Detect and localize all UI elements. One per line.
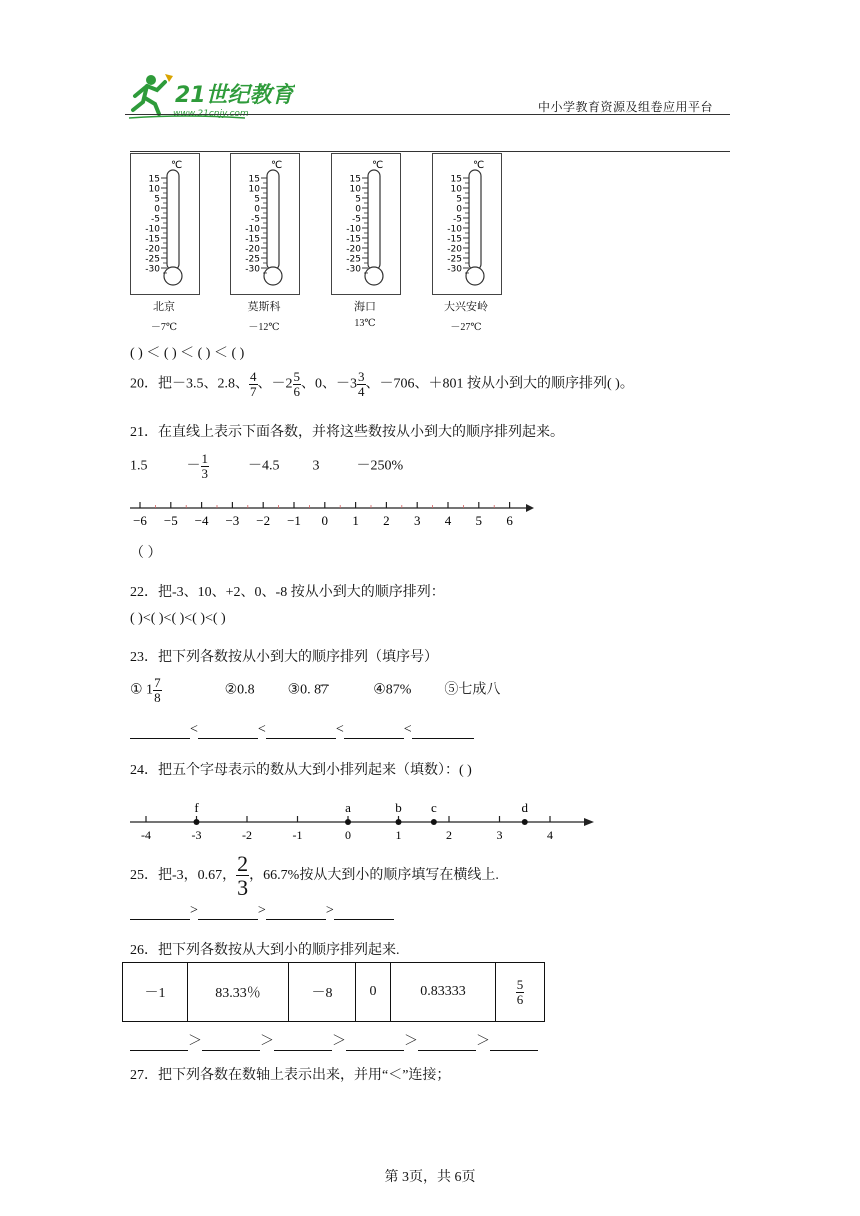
svg-text:15: 15 <box>450 174 462 185</box>
q21-num-3: －4.5 <box>248 458 280 474</box>
city-temperature: －7℃ <box>150 322 178 333</box>
tick-label: −2 <box>256 513 271 528</box>
tick-label: -3 <box>191 828 202 842</box>
tick-label: −6 <box>133 513 147 528</box>
city-name: 莫斯科 <box>247 300 281 313</box>
thermometer <box>331 153 401 295</box>
svg-text:5: 5 <box>456 194 462 205</box>
point-label: b <box>395 800 402 815</box>
q23-item-1: ① 1 <box>130 682 154 698</box>
table-cell: $\frac{5}{6}$ <box>496 963 545 1022</box>
content-divider <box>130 151 730 152</box>
svg-text:-25: -25 <box>145 254 160 265</box>
svg-text:-5: -5 <box>453 214 462 225</box>
svg-text:0: 0 <box>456 204 462 215</box>
question-21: 21．在直线上表示下面各数，并将这些数按从小到大的顺序排列起来。 <box>130 425 564 440</box>
question-26: 26．把下列各数按从大到小的顺序排列起来. <box>130 943 400 958</box>
q26-number-table <box>122 962 545 1022</box>
thermometer <box>230 153 300 295</box>
tick-label: 5 <box>475 513 483 528</box>
question-24: 24．把五个字母表示的数从大到小排列起来（填数）：( ) <box>130 763 472 778</box>
city-temperature: －12℃ <box>248 322 280 333</box>
q21-num-1: 1.5 <box>130 458 148 474</box>
q23-item-3: ③0. 8̇7̇ <box>287 682 329 698</box>
point-label: d <box>521 800 528 815</box>
svg-text:5: 5 <box>254 194 260 205</box>
svg-text:-5: -5 <box>251 214 260 225</box>
svg-text:-20: -20 <box>145 244 160 255</box>
blank[interactable] <box>130 903 190 920</box>
thermometer <box>130 153 200 295</box>
blank[interactable] <box>130 1034 188 1051</box>
svg-text:-25: -25 <box>245 254 260 265</box>
q20-text-b: 、－2 <box>257 376 293 392</box>
svg-text:10: 10 <box>148 184 160 195</box>
q25-text-b: ，66.7%按从大到小的顺序填写在横线上. <box>249 867 499 883</box>
city-name: 海口 <box>354 300 376 313</box>
blank[interactable] <box>266 722 336 739</box>
svg-text:℃: ℃ <box>271 160 283 171</box>
header-divider <box>125 114 730 115</box>
city-name: 大兴安岭 <box>444 300 488 313</box>
svg-text:-15: -15 <box>245 234 260 245</box>
point-marker <box>522 819 528 825</box>
q20-fraction-3: $\frac{3}{4}$ <box>358 369 365 399</box>
q20-text-c: 、0、－3 <box>301 376 357 392</box>
blank[interactable] <box>274 1034 332 1051</box>
blank[interactable] <box>490 1034 538 1051</box>
svg-text:-20: -20 <box>447 244 462 255</box>
svg-text:-30: -30 <box>447 264 462 275</box>
svg-text:0: 0 <box>154 204 160 215</box>
tick-label: 1 <box>395 828 402 842</box>
q21-answer: （ ） <box>130 546 162 561</box>
q21-numbers: 1.5 － $\frac{1}{3}$ －4.5 3 －250% <box>130 451 404 481</box>
q26-answer-blanks: ＞ ＞ ＞ ＞ ＞ <box>130 1030 538 1051</box>
logo-url: www.21cnjy.com <box>173 109 249 119</box>
point-label: f <box>194 800 199 815</box>
question-23: 23．把下列各数按从小到大的顺序排列（填序号） <box>130 650 438 665</box>
blank[interactable] <box>418 1034 476 1051</box>
table-cell: －8 <box>289 963 356 1022</box>
svg-text:-15: -15 <box>145 234 160 245</box>
tick-label: 3 <box>413 513 421 528</box>
svg-text:0: 0 <box>355 204 361 215</box>
table-cell: 0.83333 <box>391 963 496 1022</box>
blank[interactable] <box>198 903 258 920</box>
q20-fraction-1: $\frac{4}{7}$ <box>250 369 257 399</box>
point-label: a <box>345 800 351 815</box>
q23-answer-blanks: < < < < <box>130 722 474 739</box>
city-temperature: 13℃ <box>354 318 376 329</box>
blank[interactable] <box>198 722 258 739</box>
svg-text:-20: -20 <box>245 244 260 255</box>
svg-text:5: 5 <box>154 194 160 205</box>
point-marker <box>194 819 200 825</box>
blank[interactable] <box>266 903 326 920</box>
tick-label: −5 <box>163 513 178 528</box>
q23-item-5: ⑤七成八 <box>444 682 501 698</box>
tick-label: 2 <box>383 513 390 528</box>
svg-text:15: 15 <box>148 174 160 185</box>
svg-text:-10: -10 <box>245 224 260 235</box>
svg-text:-5: -5 <box>352 214 361 225</box>
svg-text:15: 15 <box>248 174 260 185</box>
svg-text:-10: -10 <box>145 224 160 235</box>
svg-text:0: 0 <box>254 204 260 215</box>
table-cell: 83.33％ <box>188 963 289 1022</box>
q23-item-4: ④87% <box>373 682 412 698</box>
q19-order-line: ( ) ＜ ( ) ＜ ( ) ＜ ( ) <box>130 346 245 361</box>
svg-text:-15: -15 <box>447 234 462 245</box>
q21-number-line <box>128 496 538 532</box>
svg-text:-5: -5 <box>151 214 160 225</box>
question-25 <box>130 852 499 899</box>
svg-text:10: 10 <box>248 184 260 195</box>
q20-text-a: 20．把－3.5、2.8、 <box>130 376 249 392</box>
tick-label: 2 <box>446 828 452 842</box>
page-footer: 第 3页，共 6页 <box>384 1170 476 1185</box>
svg-text:-30: -30 <box>145 264 160 275</box>
city-temperature: －27℃ <box>450 322 482 333</box>
question-20 <box>130 370 634 398</box>
tick-label: 4 <box>444 513 452 528</box>
q23-item-2: ②0.8 <box>224 682 255 698</box>
table-cell: 0 <box>356 963 391 1022</box>
svg-text:℃: ℃ <box>372 160 384 171</box>
runner-icon <box>133 74 173 114</box>
q22-answer-line: ( )<( )<( )<( )<( ) <box>130 611 226 626</box>
svg-text:-10: -10 <box>346 224 361 235</box>
svg-text:℃: ℃ <box>171 160 183 171</box>
blank[interactable] <box>202 1034 260 1051</box>
svg-text:-10: -10 <box>447 224 462 235</box>
tick-label: -4 <box>141 828 151 842</box>
svg-text:-20: -20 <box>346 244 361 255</box>
q20-fraction-2: $\frac{5}{6}$ <box>293 369 300 399</box>
svg-text:℃: ℃ <box>473 160 485 171</box>
q23-items <box>130 676 500 704</box>
svg-text:15: 15 <box>349 174 361 185</box>
blank[interactable] <box>346 1034 404 1051</box>
svg-text:5: 5 <box>355 194 361 205</box>
blank[interactable] <box>130 722 190 739</box>
blank[interactable] <box>344 722 404 739</box>
q23-fraction: $\frac{7}{8}$ <box>154 675 161 705</box>
question-27: 27．把下列各数在数轴上表示出来，并用“＜”连接； <box>130 1068 451 1083</box>
q24-number-line <box>128 786 598 842</box>
svg-text:-30: -30 <box>245 264 260 275</box>
q25-fraction: $\frac{2}{3}$ <box>237 851 249 901</box>
point-label: c <box>430 800 437 815</box>
svg-text:-30: -30 <box>346 264 361 275</box>
tick-label: 3 <box>496 828 503 842</box>
svg-text:10: 10 <box>450 184 462 195</box>
point-marker <box>345 819 351 825</box>
svg-text:-25: -25 <box>346 254 361 265</box>
q25-text-a: 25．把-3，0.67， <box>130 867 237 883</box>
city-name: 北京 <box>153 300 175 313</box>
table-cell: －1 <box>123 963 188 1022</box>
tick-label: −4 <box>194 513 209 528</box>
tick-label: 4 <box>547 828 553 842</box>
q21-num-5: －250% <box>356 458 404 474</box>
platform-name: 中小学教育资源及组卷应用平台 <box>538 100 714 114</box>
tick-label: −1 <box>287 513 301 528</box>
logo-text: 21世纪教育 <box>175 83 294 108</box>
thermometer <box>432 153 502 295</box>
point-marker <box>431 819 437 825</box>
tick-label: 1 <box>352 513 359 528</box>
tick-label: 0 <box>321 513 329 528</box>
blank[interactable] <box>412 722 474 739</box>
tick-label: −3 <box>225 513 240 528</box>
point-marker <box>396 819 402 825</box>
q21-num-4: 3 <box>312 458 320 474</box>
svg-text:-15: -15 <box>346 234 361 245</box>
tick-label: -1 <box>292 828 303 842</box>
q21-fraction: $\frac{1}{3}$ <box>201 451 208 481</box>
tick-label: -2 <box>242 828 252 842</box>
svg-text:-25: -25 <box>447 254 462 265</box>
q20-text-d: 、－706、＋801 按从小到大的顺序排列( )。 <box>365 376 634 392</box>
tick-label: 0 <box>345 828 351 842</box>
tick-label: 6 <box>506 513 513 528</box>
svg-text:10: 10 <box>349 184 361 195</box>
blank[interactable] <box>334 903 394 920</box>
question-22: 22．把-3、10、+2、0、-8 按从小到大的顺序排列： <box>130 585 445 600</box>
q25-answer-blanks: > > > <box>130 903 394 920</box>
